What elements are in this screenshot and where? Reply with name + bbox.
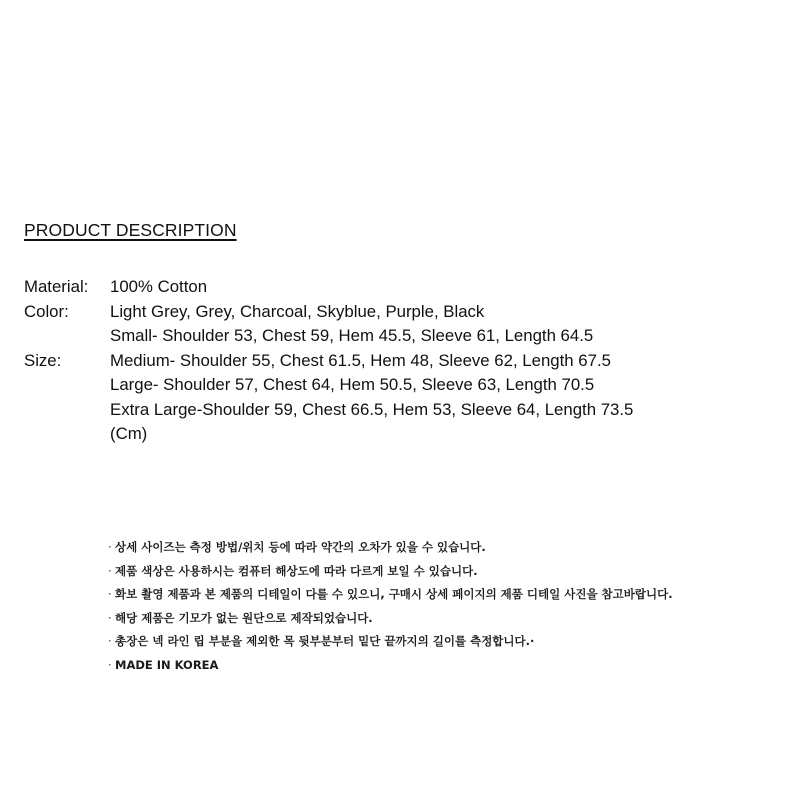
- notes-list: [108, 536, 673, 677]
- note-text: 해당 제품은 기모가 없는 원단으로 제작되었습니다.: [115, 610, 373, 625]
- color-label: Color:: [24, 301, 69, 321]
- note-text: 화보 촬영 제품과 본 제품의 디테일이 다를 수 있으니, 구매시 상세 페이지의 제품 디테일 사진을 참고바랍니다.: [115, 587, 673, 601]
- size-row: [24, 324, 633, 447]
- color-value: Light Grey, Grey, Charcoal, Skyblue, Purple, Black: [110, 301, 485, 321]
- note-item: [108, 607, 673, 631]
- size-line-medium: Medium- Shoulder 55, Chest 61.5, Hem 48, Sleeve 62, Length 67.5: [110, 350, 611, 370]
- note-item: [108, 560, 673, 584]
- size-unit: (Cm): [110, 424, 148, 443]
- bullet-icon: ·: [108, 634, 112, 648]
- note-item: [108, 536, 673, 560]
- bullet-icon: ·: [108, 540, 112, 554]
- note-text: 상세 사이즈는 측정 방법/위치 등에 따라 약간의 오차가 있을 수 있습니다.: [115, 540, 486, 554]
- note-item: [108, 630, 673, 654]
- note-text: 총장은 넥 라인 립 부분을 제외한 목 뒷부분부터 밑단 끝까지의 길이를 측정합니다.·: [115, 634, 535, 648]
- material-row: [24, 275, 633, 300]
- color-row: [24, 300, 633, 325]
- size-chart: [110, 324, 633, 447]
- size-line-small: Small- Shoulder 53, Chest 59, Hem 45.5, Sleeve 61, Length 64.5: [110, 326, 594, 345]
- note-item: [108, 583, 673, 607]
- note-item-origin: [108, 654, 673, 678]
- bullet-icon: ·: [108, 657, 112, 672]
- origin-text: MADE IN KOREA: [115, 657, 219, 672]
- size-line-large: Large- Shoulder 57, Chest 64, Hem 50.5, Sleeve 63, Length 70.5: [110, 375, 595, 394]
- bullet-icon: ·: [108, 610, 112, 625]
- section-heading: PRODUCT DESCRIPTION: [24, 220, 237, 240]
- bullet-icon: ·: [108, 587, 112, 601]
- spec-list: [24, 275, 633, 447]
- material-value: 100% Cotton: [110, 277, 208, 296]
- size-line-extra-large: Extra Large-Shoulder 59, Chest 66.5, Hem 53, Sleeve 64, Length 73.5: [110, 399, 634, 419]
- material-label: Material:: [24, 277, 89, 296]
- size-label: Size:: [24, 350, 62, 370]
- note-text: 제품 색상은 사용하시는 컴퓨터 해상도에 따라 다르게 보일 수 있습니다.: [115, 563, 478, 578]
- bullet-icon: ·: [108, 563, 112, 578]
